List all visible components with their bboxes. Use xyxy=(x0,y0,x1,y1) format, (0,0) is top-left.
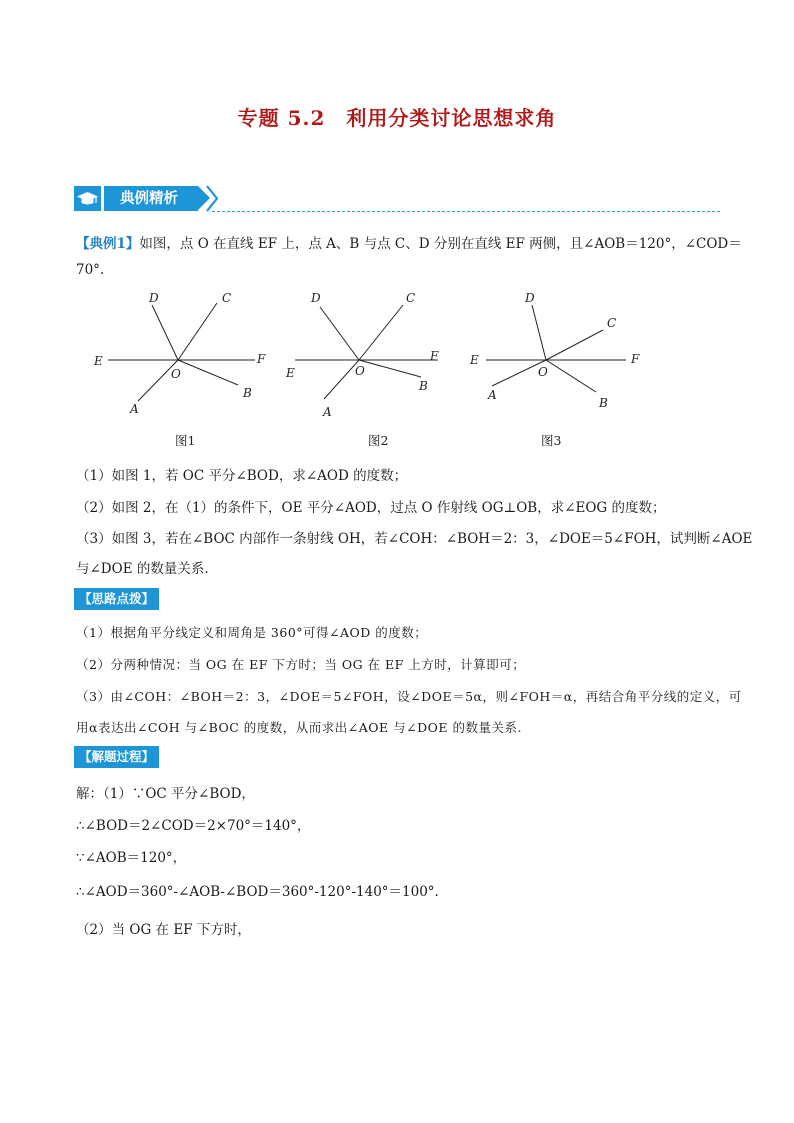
problem-intro-text: 如图，点 O 在直线 EF 上，点 A、B 与点 C、D 分别在直线 EF 两侧，且∠AOB＝120°，∠COD＝ xyxy=(139,236,742,252)
fig3-label-f: F xyxy=(631,352,640,366)
question-1: （1）如图 1，若 OC 平分∠BOD，求∠AOD 的度数； xyxy=(76,468,408,484)
fig3-label-d: D xyxy=(525,291,535,305)
fig3-label-b: B xyxy=(599,396,608,410)
solution-line-2: ∴∠BOD＝2∠COD＝2×70°＝140°， xyxy=(76,818,311,834)
fig2-label-e: E xyxy=(286,366,295,380)
solution-line-3: ∵∠AOB＝120°， xyxy=(76,850,187,866)
fig1-caption: 图1 xyxy=(175,433,196,448)
hint-line-4: 用α表达出∠COH 与∠BOC 的度数，从而求出∠AOE 与∠DOE 的数量关系. xyxy=(76,720,522,735)
fig1-label-b: B xyxy=(243,386,252,400)
fig1-label-e: E xyxy=(94,354,103,368)
hint-tag: 【思路点拨】 xyxy=(74,588,159,610)
fig1-label-d: D xyxy=(149,291,159,305)
section-banner xyxy=(74,185,720,215)
problem-intro xyxy=(76,232,742,252)
fig2-label-b: B xyxy=(419,379,428,393)
solution-line-1: 解：（1）∵OC 平分∠BOD， xyxy=(76,786,255,802)
fig2-caption: 图2 xyxy=(368,433,389,448)
fig2-label-c: C xyxy=(406,291,416,305)
fig3-caption: 图3 xyxy=(541,433,562,448)
fig1-label-a: A xyxy=(130,402,139,416)
fig2-label-a: A xyxy=(323,405,332,419)
question-3: （3）如图 3，若在∠BOC 内部作一条射线 OH，若∠COH：∠BOH＝2：3，∠DOE＝5∠FOH，试判断∠AOE xyxy=(76,531,753,547)
fig2-label-f: F xyxy=(430,349,439,363)
chevron-right-icon xyxy=(204,185,220,212)
hint-line-1: （1）根据角平分线定义和周角是 360°可得∠AOD 的度数； xyxy=(76,625,428,640)
solution-tag: 【解题过程】 xyxy=(74,746,159,768)
fig1-label-f: F xyxy=(257,352,266,366)
hint-line-3: （3）由∠COH：∠BOH＝2：3，∠DOE＝5∠FOH，设∠DOE＝5α，则∠FOH＝α，再结合角平分线的定义，可 xyxy=(76,689,742,704)
fig1-label-o: O xyxy=(171,367,181,381)
fig3-label-e: E xyxy=(470,353,479,367)
figure-3 xyxy=(466,285,656,454)
banner-divider xyxy=(212,211,720,212)
solution-line-5: （2）当 OG 在 EF 下方时， xyxy=(76,922,251,938)
figure-1 xyxy=(90,285,280,454)
problem-intro-line2: 70°. xyxy=(76,262,105,278)
fig3-label-a: A xyxy=(488,388,497,402)
banner-label: 典例精析 xyxy=(104,186,198,211)
page-title: 专题 5.2 利用分类讨论思想求角 xyxy=(237,106,557,130)
problem-tag: 【典例1】 xyxy=(76,236,140,252)
graduation-cap-icon xyxy=(74,186,101,211)
fig3-label-o: O xyxy=(538,365,548,379)
question-2: （2）如图 2，在（1）的条件下，OE 平分∠AOD，过点 O 作射线 OG⊥OB，求∠EOG 的度数； xyxy=(76,500,666,516)
fig2-label-o: O xyxy=(355,364,365,378)
fig3-label-c: C xyxy=(607,316,617,330)
question-3-cont: 与∠DOE 的数量关系. xyxy=(76,561,209,577)
fig1-label-c: C xyxy=(222,291,232,305)
figure-2 xyxy=(278,285,468,454)
hint-line-2: （2）分两种情况：当 OG 在 EF 下方时；当 OG 在 EF 上方时，计算即可； xyxy=(76,657,526,672)
solution-line-4: ∴∠AOD＝360°-∠AOB-∠BOD＝360°-120°-140°＝100°. xyxy=(76,884,439,900)
fig2-label-d: D xyxy=(311,291,321,305)
